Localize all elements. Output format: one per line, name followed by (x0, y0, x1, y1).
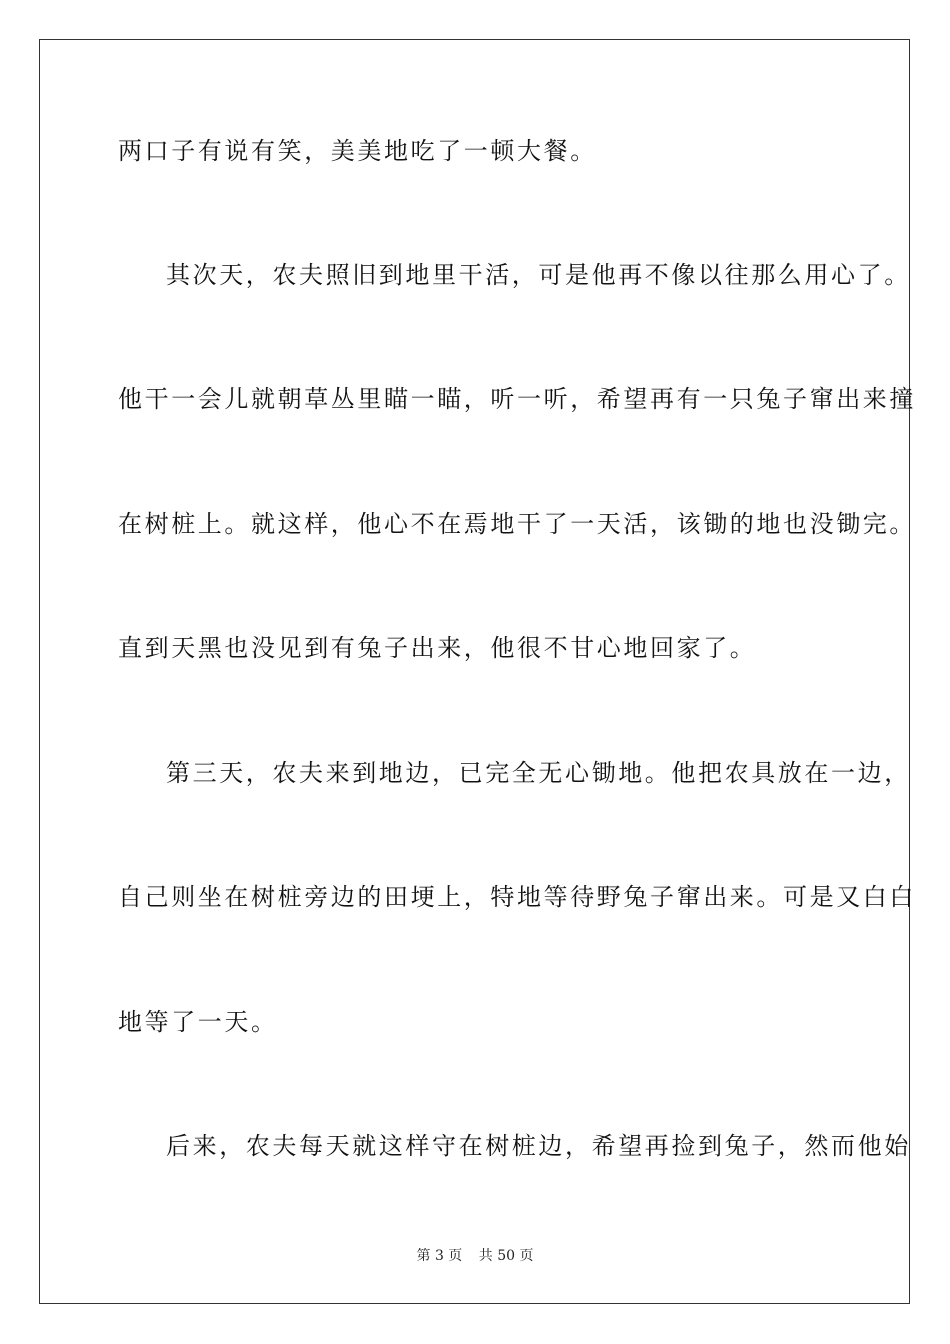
text-line-8: 地等了一天。 (118, 1008, 278, 1036)
page-border (39, 39, 916, 1304)
text-line-9: 后来，农夫每天就这样守在树桩边，希望再捡到兔子，然而他始 (166, 1132, 911, 1160)
text-line-2: 其次天，农夫照旧到地里干活，可是他再不像以往那么用心了。 (166, 261, 911, 289)
text-line-7: 自己则坐在树桩旁边的田埂上，特地等待野兔子窜出来。可是又白白 (118, 883, 916, 911)
text-line-5: 直到天黑也没见到有兔子出来，他很不甘心地回家了。 (118, 634, 757, 662)
text-line-1: 两口子有说有笑，美美地吃了一顿大餐。 (118, 137, 597, 165)
text-line-3: 他干一会儿就朝草丛里瞄一瞄，听一听，希望再有一只兔子窜出来撞 (118, 385, 916, 413)
page-total: 共 50 页 (478, 1248, 534, 1264)
text-line-4: 在树桩上。就这样，他心不在焉地干了一天活，该锄的地也没锄完。 (118, 510, 916, 538)
page-footer (0, 1245, 950, 1265)
page-number: 第 3 页 (416, 1248, 463, 1264)
text-line-6: 第三天，农夫来到地边，已完全无心锄地。他把农具放在一边， (166, 759, 911, 787)
